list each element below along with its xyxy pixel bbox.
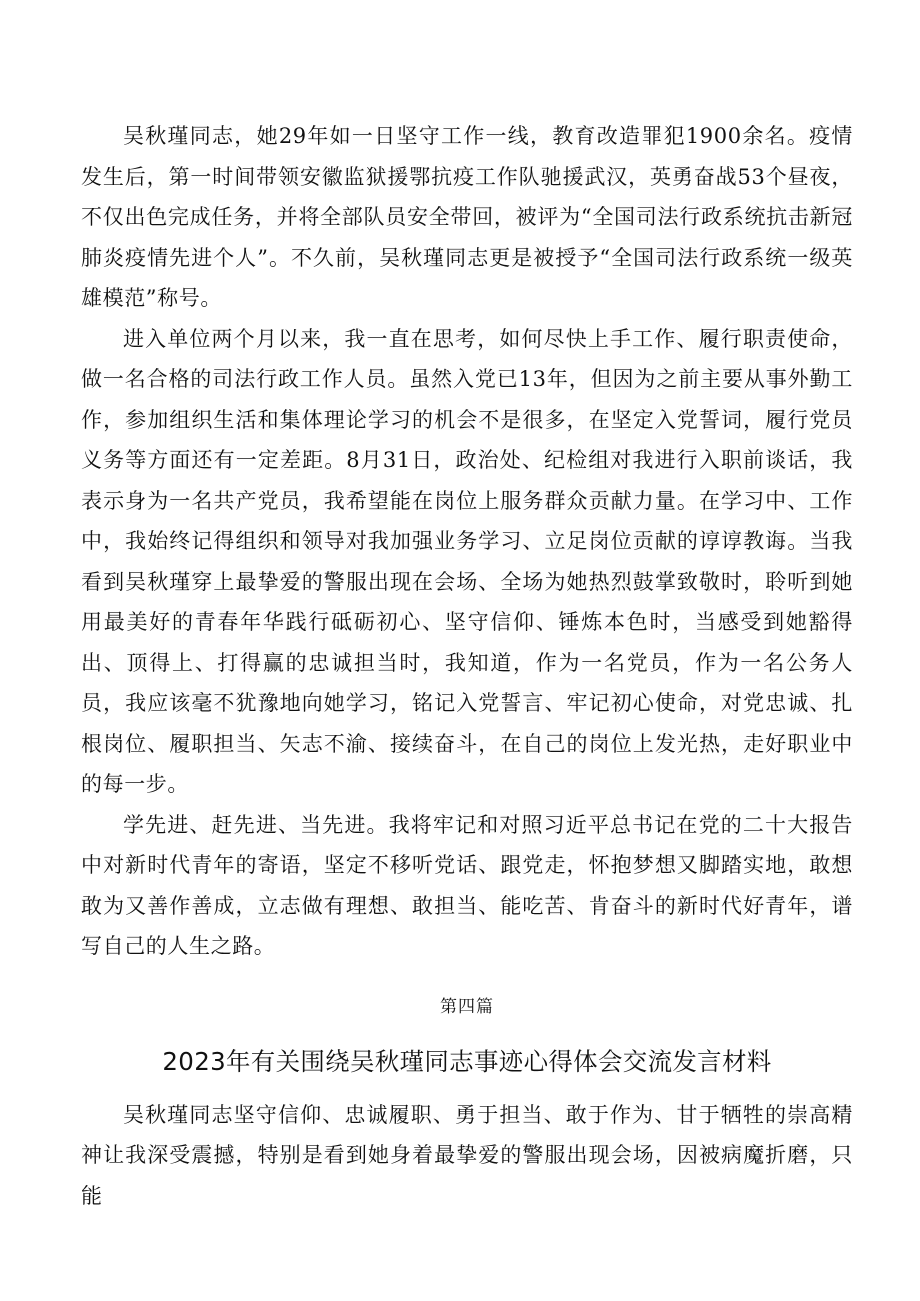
body-paragraph: 进入单位两个月以来，我一直在思考，如何尽快上手工作、履行职责使命，做一名合格的司法行政工作人员。虽然入党已13年，但因为之前主要从事外勤工作，参加组织生活和集体理论学习的机会不是很多，在坚定入党誓词，履行党员义务等方面还有一定差距。8月31日，政治处、纪检组对我进行入职前谈话，我表示身为一名共产党员，我希望能在岗位上服务群众贡献力量。在学习中、工作中，我始终记得组织和领导对我加强业务学习、立足岗位贡献的谆谆教诲。当我看到吴秋瑾穿上最挚爱的警服出现在会场、全场为她热烈鼓掌致敬时，聆听到她用最美好的青春年华践行砥砺初心、坚守信仰、锤炼本色时，当感受到她豁得出、顶得上、打得赢的忠诚担当时，我知道，作为一名党员，作为一名公务人员，我应该毫不犹豫地向她学习，铭记入党誓言、牢记初心使命，对党忠诚、扎根岗位、履职担当、矢志不渝、接续奋斗，在自己的岗位上发光热，走好职业中的每一步。 xyxy=(81,326,853,796)
body-paragraph: 吴秋瑾同志，她29年如一日坚守工作一线，教育改造罪犯1900余名。疫情发生后，第一时间带领安徽监狱援鄂抗疫工作队驰援武汉，英勇奋战53个昼夜，不仅出色完成任务，并将全部队员安全带回，被评为“全国司法行政系统抗击新冠肺炎疫情先进个人”。不久前，吴秋瑾同志更是被授予“全国司法行政系统一级英雄模范”称号。 xyxy=(81,124,853,310)
document-page xyxy=(81,116,853,1216)
body-paragraph: 吴秋瑾同志坚守信仰、忠诚履职、勇于担当、敢于作为、甘于牺牲的崇高精神让我深受震撼，特别是看到她身着最挚爱的警服出现会场，因被病魔折磨，只能 xyxy=(81,1102,853,1208)
body-paragraph: 学先进、赶先进、当先进。我将牢记和对照习近平总书记在党的二十大报告中对新时代青年的寄语，坚定不移听党话、跟党走，怀抱梦想又脚踏实地，敢想敢为又善作善成，立志做有理想、敢担当、能吃苦、肯奋斗的新时代好青年，谱写自己的人生之路。 xyxy=(81,812,853,958)
article-title: 2023年有关围绕吴秋瑾同志事迹心得体会交流发言材料 xyxy=(162,1046,772,1076)
section-label: 第四篇 xyxy=(440,996,494,1017)
